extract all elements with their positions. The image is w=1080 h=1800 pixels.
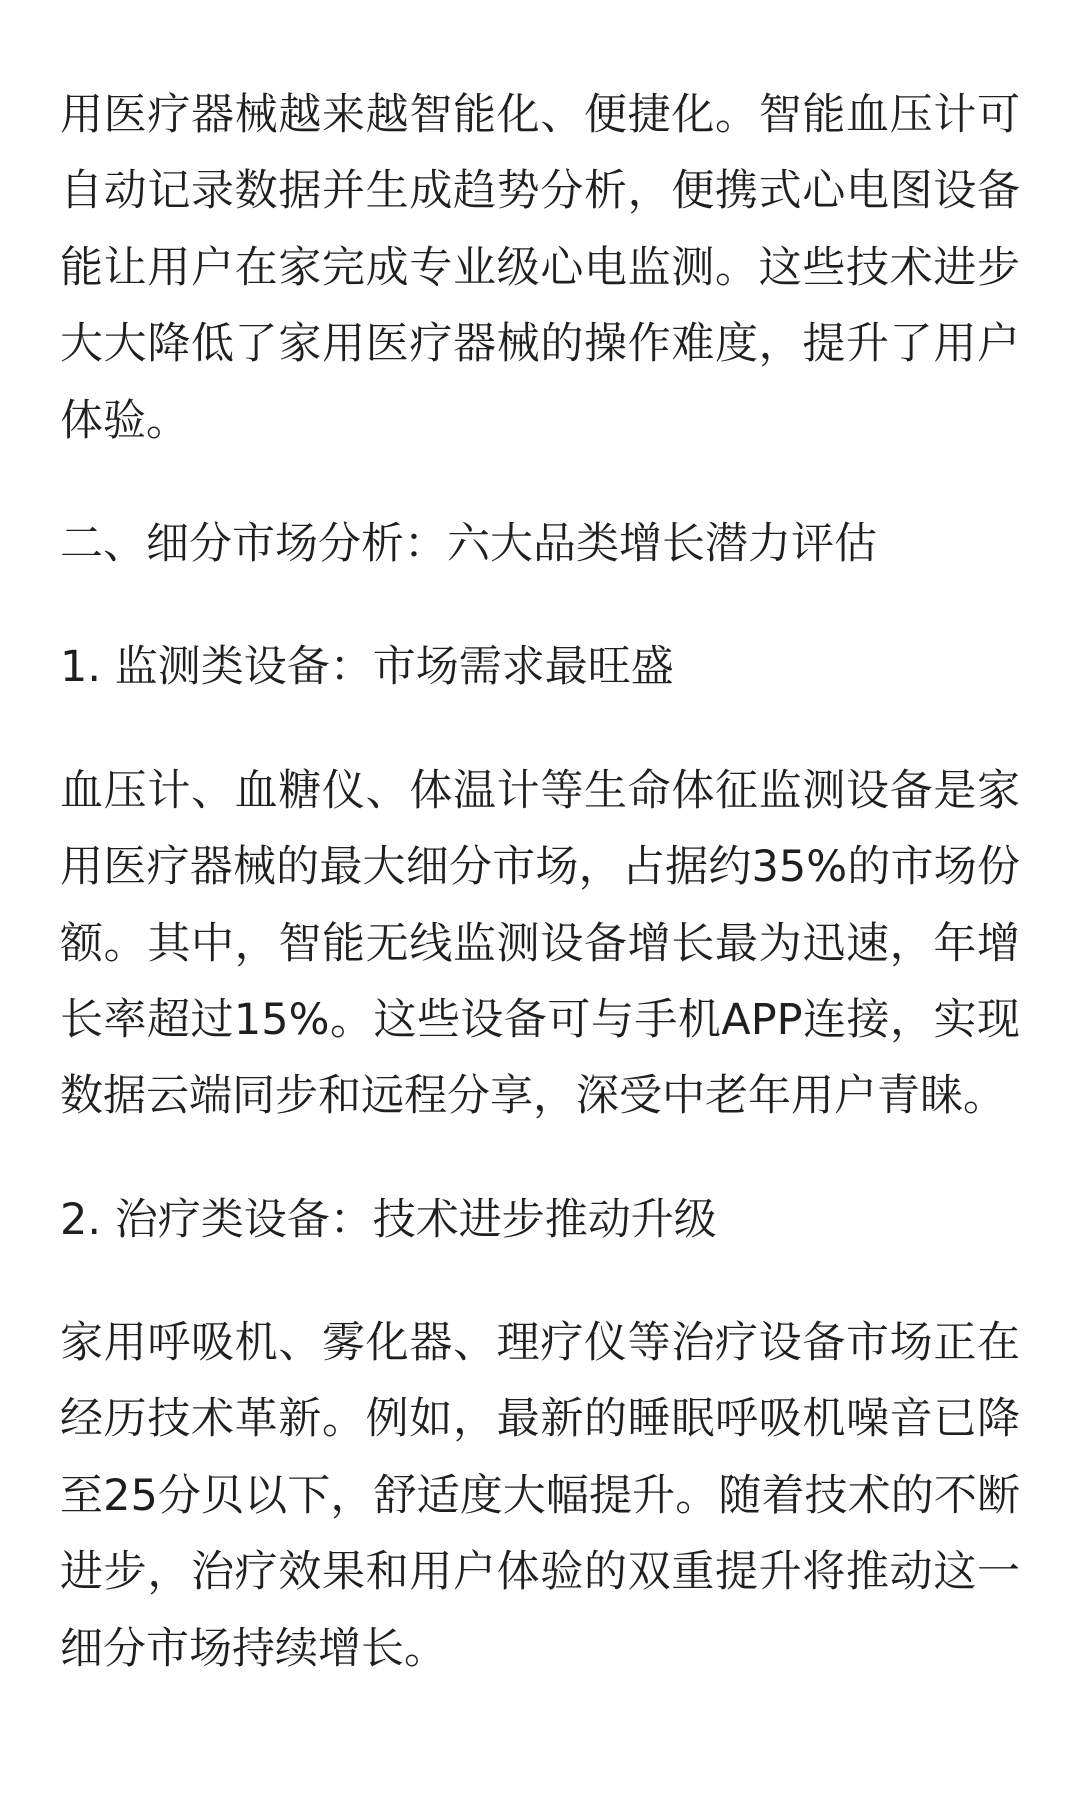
text-line: 细分市场持续增长。	[60, 1623, 447, 1674]
section-heading	[60, 506, 1020, 582]
text-line: 长率超过15%。这些设备可与手机APP连接，实现	[60, 994, 1020, 1045]
subsection-2-paragraph	[60, 1305, 1020, 1687]
section-heading-text: 二、细分市场分析：六大品类增长潜力评估	[60, 518, 877, 569]
subsection-1-title	[60, 629, 1020, 705]
intro-paragraph	[60, 77, 1020, 459]
text-line: 用医疗器械的最大细分市场，占据约35%的市场份	[60, 842, 1020, 893]
text-line: 血压计、血糖仪、体温计等生命体征监测设备是家	[60, 765, 1020, 816]
subsection-2-title-text: 2. 治疗类设备：技术进步推动升级	[60, 1194, 717, 1245]
text-line: 进步，治疗效果和用户体验的双重提升将推动这一	[60, 1547, 1020, 1598]
subsection-2-title	[60, 1182, 1020, 1258]
text-line: 大大降低了家用医疗器械的操作难度，提升了用户	[60, 319, 1020, 370]
text-line: 经历技术革新。例如，最新的睡眠呼吸机噪音已降	[60, 1394, 1020, 1445]
text-line: 自动记录数据并生成趋势分析，便携式心电图设备	[60, 166, 1020, 217]
subsection-1-paragraph	[60, 753, 1020, 1135]
text-line: 体验。	[60, 395, 189, 446]
text-line: 用医疗器械越来越智能化、便捷化。智能血压计可	[60, 90, 1020, 140]
text-line: 数据云端同步和远程分享，深受中老年用户青睐。	[60, 1071, 1006, 1122]
subsection-1-title-text: 1. 监测类设备：市场需求最旺盛	[60, 642, 674, 693]
text-line: 能让用户在家完成专业级心电监测。这些技术进步	[60, 242, 1020, 293]
text-line: 额。其中，智能无线监测设备增长最为迅速，年增	[60, 918, 1020, 969]
text-line: 至25分贝以下，舒适度大幅提升。随着技术的不断	[60, 1470, 1020, 1521]
text-line: 家用呼吸机、雾化器、理疗仪等治疗设备市场正在	[60, 1318, 1020, 1369]
